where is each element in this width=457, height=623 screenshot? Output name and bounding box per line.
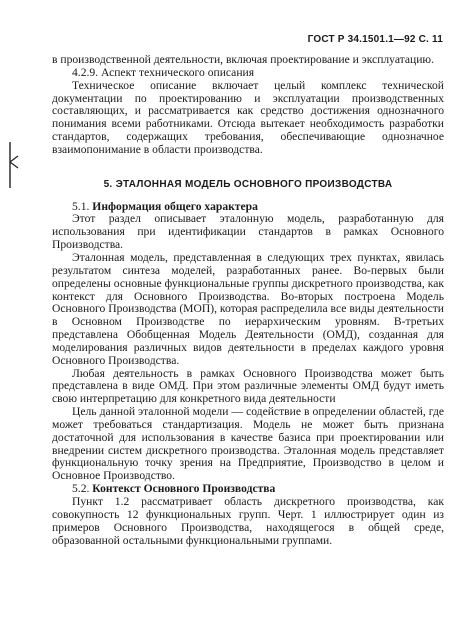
body-paragraph: Цель данной эталонной модели — содействие в определении областей, где может требоваться стандартизация. Модель не может быть признана достаточной для использования в качестве базиса при проектировании или внедрении систем дискретного производства. Эталонная модель представляет функциональную точку зрения на Предприятие, Производство в целом и Основное Производство. <box>52 405 444 483</box>
subsection-title: Контекст Основного Производства <box>92 482 276 496</box>
body-paragraph: Эталонная модель, представленная в следующих трех пунктах, явилась результатом синтеза моделей, разработанных ранее. Во-первых были определены основные функциональные группы дискретного производства, как контекст для Основного Производства. Во-вторых построена Модель Основного Производства (МОП), которая распределила все виды деятельности в Основном Производстве по иерархическим уровням. В-третьих представлена Обобщенная Модель Деятельности (ОМД), созданная для моделирования различных видов деятельности в пределах каждого уровня Основного Производства. <box>52 250 444 367</box>
subsection-heading: 4.2.9. Аспект технического описания <box>72 65 255 79</box>
subsection-title: Информация общего характера <box>92 199 258 213</box>
body-paragraph: Любая деятельность в рамках Основного Производства может быть представлена в виде ОМД. При этом различные элементы ОМД будут иметь свою интерпретацию для конкретного вида деятельности <box>52 366 444 406</box>
section-title: 5. ЭТАЛОННАЯ МОДЕЛЬ ОСНОВНОГО ПРОИЗВОДСТВА <box>103 178 393 190</box>
subsection-number: 5.1. <box>72 199 90 213</box>
spacer <box>52 157 444 179</box>
body-paragraph: Техническое описание включает целый комплекс технической документации по проектированию и эксплуатации производственных составляющих, и рассматривается как средство достижения однозначного понимания всеми работниками. Отсюда вытекает необходимость разработки стандартов, содержащих требования, обеспечивающие однозначное взаимопонимание в области производства. <box>52 78 444 156</box>
margin-change-mark <box>6 140 20 190</box>
body-paragraph: Пункт 1.2 рассматривает область дискретного производства, как совокупность 12 функциональных групп. Черт. 1 иллюстрирует один из примеров Основного Производства, находящегося в общей среде, образованной остальными функциональными группами. <box>52 495 444 547</box>
subsection-number: 5.2. <box>72 482 90 496</box>
body-paragraph: в производственной деятельности, включая проектирование и эксплуатацию. <box>52 53 434 66</box>
body-paragraph: Этот раздел описывает эталонную модель, разработанную для использования при идентификации стандартов в рамках Основного Производства. <box>52 212 444 252</box>
document-body <box>52 54 444 547</box>
page-header-doc-ref: ГОСТ Р 34.1501.1—92 С. 11 <box>307 34 443 45</box>
